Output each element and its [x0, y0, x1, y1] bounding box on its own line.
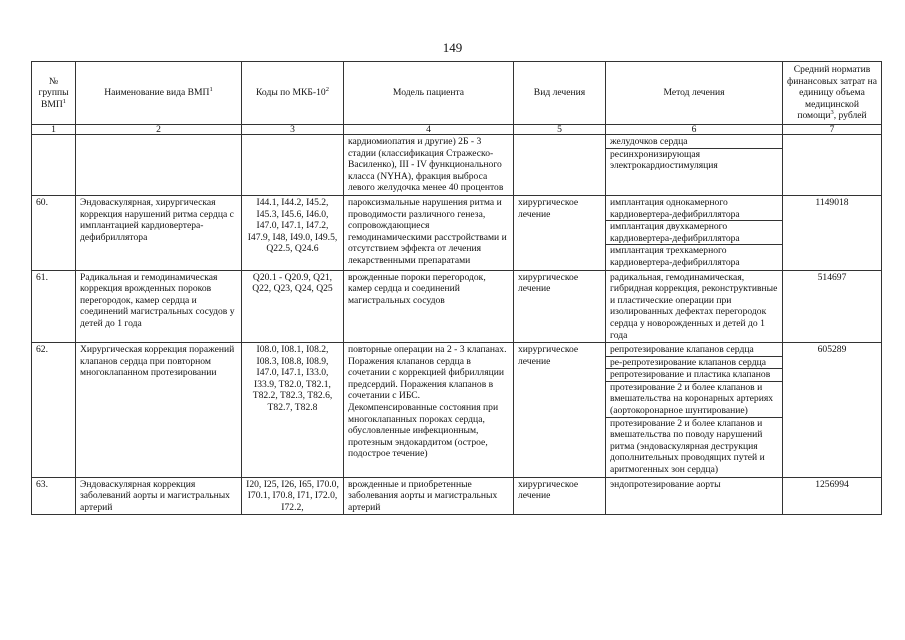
cost-value: 605289: [783, 343, 882, 478]
method-item: имплантация однокамерного кардиовертера-дефибриллятора: [606, 197, 782, 221]
vmp-name: Хирургическая коррекция поражений клапанов сердца при повторном многоклапанном протезировании: [76, 343, 242, 478]
header-name: Наименование вида ВМП$^1$: [76, 62, 242, 125]
header-codes: Коды по МКБ-$10^2$: [242, 62, 344, 125]
column-number: 4: [344, 125, 514, 135]
table-row: [32, 477, 882, 515]
method-item: протезирование 2 и более клапанов и вмешательства на коронарных артериях (аортокоронарное шунтирование): [606, 382, 782, 418]
method-item: эндопротезирование аорты: [610, 478, 721, 490]
icd-codes: I20, I25, I26, I65, I70.0, I70.1, I70.8, I71, I72.0, I72.2,: [242, 477, 344, 515]
table-row: [32, 270, 882, 343]
treatment-methods: [606, 270, 783, 343]
patient-model: врожденные и приобретенные заболевания аорты и магистральных артерий: [344, 477, 514, 515]
column-number-row: [32, 125, 882, 135]
treatment-methods: [606, 135, 783, 196]
cost-value: [783, 135, 882, 196]
patient-model: врожденные пороки перегородок, камер сердца и соединений магистральных сосудов: [344, 270, 514, 343]
vmp-name: Эндоваскулярная коррекция заболеваний аорты и магистральных артерий: [76, 477, 242, 515]
column-number: 1: [32, 125, 76, 135]
header-method: Метод лечения: [606, 62, 783, 125]
method-item: ресинхронизирующая электрокардиостимуляция: [610, 148, 718, 172]
treatment-methods: [606, 477, 783, 515]
header-model: Модель пациента: [344, 62, 514, 125]
cost-value: 514697: [783, 270, 882, 343]
table-row: [32, 135, 882, 196]
header-treatment: Вид лечения: [514, 62, 606, 125]
icd-codes: I44.1, I44.2, I45.2, I45.3, I45.6, I46.0, I47.0, I47.1, I47.2, I47.9, I48, I49.0, I49.5, Q22.5, Q24.6: [242, 195, 344, 270]
vmp-name: [76, 135, 242, 196]
vmp-table: [31, 61, 882, 515]
group-number: 60.: [32, 195, 76, 270]
group-number: 61.: [32, 270, 76, 343]
method-item: репротезирование клапанов сердца: [606, 344, 782, 357]
treatment-type: [514, 135, 606, 196]
patient-model: кардиомиопатия и другие) 2Б - 3 стадии (классификация Стражеско-Василенко), III - IV функционального класса (NYHA), фракция выброса левого желудочка менее 40 процентов: [344, 135, 514, 196]
treatment-type: хирургическое лечение: [514, 343, 606, 478]
treatment-type: хирургическое лечение: [514, 477, 606, 515]
vmp-name: Радикальная и гемодинамическая коррекция врожденных пороков перегородок, камер сердца и соединений магистральных сосудов у детей до 1 года: [76, 270, 242, 343]
icd-codes: [242, 135, 344, 196]
treatment-methods: [606, 343, 783, 478]
cost-value: 1149018: [783, 195, 882, 270]
treatment-type: хирургическое лечение: [514, 195, 606, 270]
group-number: 62.: [32, 343, 76, 478]
cost-value: 1256994: [783, 477, 882, 515]
method-item: протезирование 2 и более клапанов и вмешательства по поводу нарушений ритма (эндоваскулярная деструкция дополнительных проводящих путей и аритмогенных зон сердца): [610, 417, 765, 476]
column-number: 5: [514, 125, 606, 135]
header-cost: Средний норматив финансовых затрат на единицу объема медицинской помощи$^3$, рублей: [783, 62, 882, 125]
page-number: 149: [442, 40, 463, 55]
icd-codes: Q20.1 - Q20.9, Q21, Q22, Q23, Q24, Q25: [242, 270, 344, 343]
header-group: № группы ВМП$^1$: [32, 62, 76, 125]
method-item: имплантация трехкамерного кардиовертера-дефибриллятора: [610, 245, 740, 268]
patient-model: повторные операции на 2 - 3 клапанах. Поражения клапанов сердца в сочетании с коррекцией фибрилляции предсердий. Поражения клапанов в сочетании с ИБС. Декомпенсированные состояния при многоклапанных пороках сердца, обусловленные инфекционным, протезным эндокардитом (острое, подострое течение): [344, 343, 514, 478]
treatment-type: хирургическое лечение: [514, 270, 606, 343]
method-item: имплантация двухкамерного кардиовертера-дефибриллятора: [606, 221, 782, 245]
group-number: [32, 135, 76, 196]
method-item: желудочков сердца: [606, 136, 782, 149]
method-item: репротезирование и пластика клапанов: [606, 369, 782, 382]
column-number: 6: [606, 125, 783, 135]
header-row: [32, 62, 882, 125]
column-number: 2: [76, 125, 242, 135]
column-number: 7: [783, 125, 882, 135]
icd-codes: I08.0, I08.1, I08.2, I08.3, I08.8, I08.9, I47.0, I47.1, I33.0, I33.9, T82.0, T82.1, T82.2, T82.3, T82.6, T82.7, T82.8: [242, 343, 344, 478]
treatment-methods: [606, 195, 783, 270]
method-item: радикальная, гемодинамическая, гибридная коррекция, реконструктивные и пластические операции при изолированных дефектах перегородок сердца у новорожденных и детей до 1 года: [610, 271, 778, 341]
vmp-name: Эндоваскулярная, хирургическая коррекция нарушений ритма сердца с имплантацией кардиовертера-дефибриллятора: [76, 195, 242, 270]
table-row: [32, 343, 882, 478]
method-item: ре-репротезирование клапанов сердца: [606, 357, 782, 370]
column-number: 3: [242, 125, 344, 135]
table-row: [32, 195, 882, 270]
group-number: 63.: [32, 477, 76, 515]
patient-model: пароксизмальные нарушения ритма и проводимости различного генеза, сопровождающиеся гемодинамическими расстройствами и отсутствием эффекта от лечения лекарственными препаратами: [344, 195, 514, 270]
